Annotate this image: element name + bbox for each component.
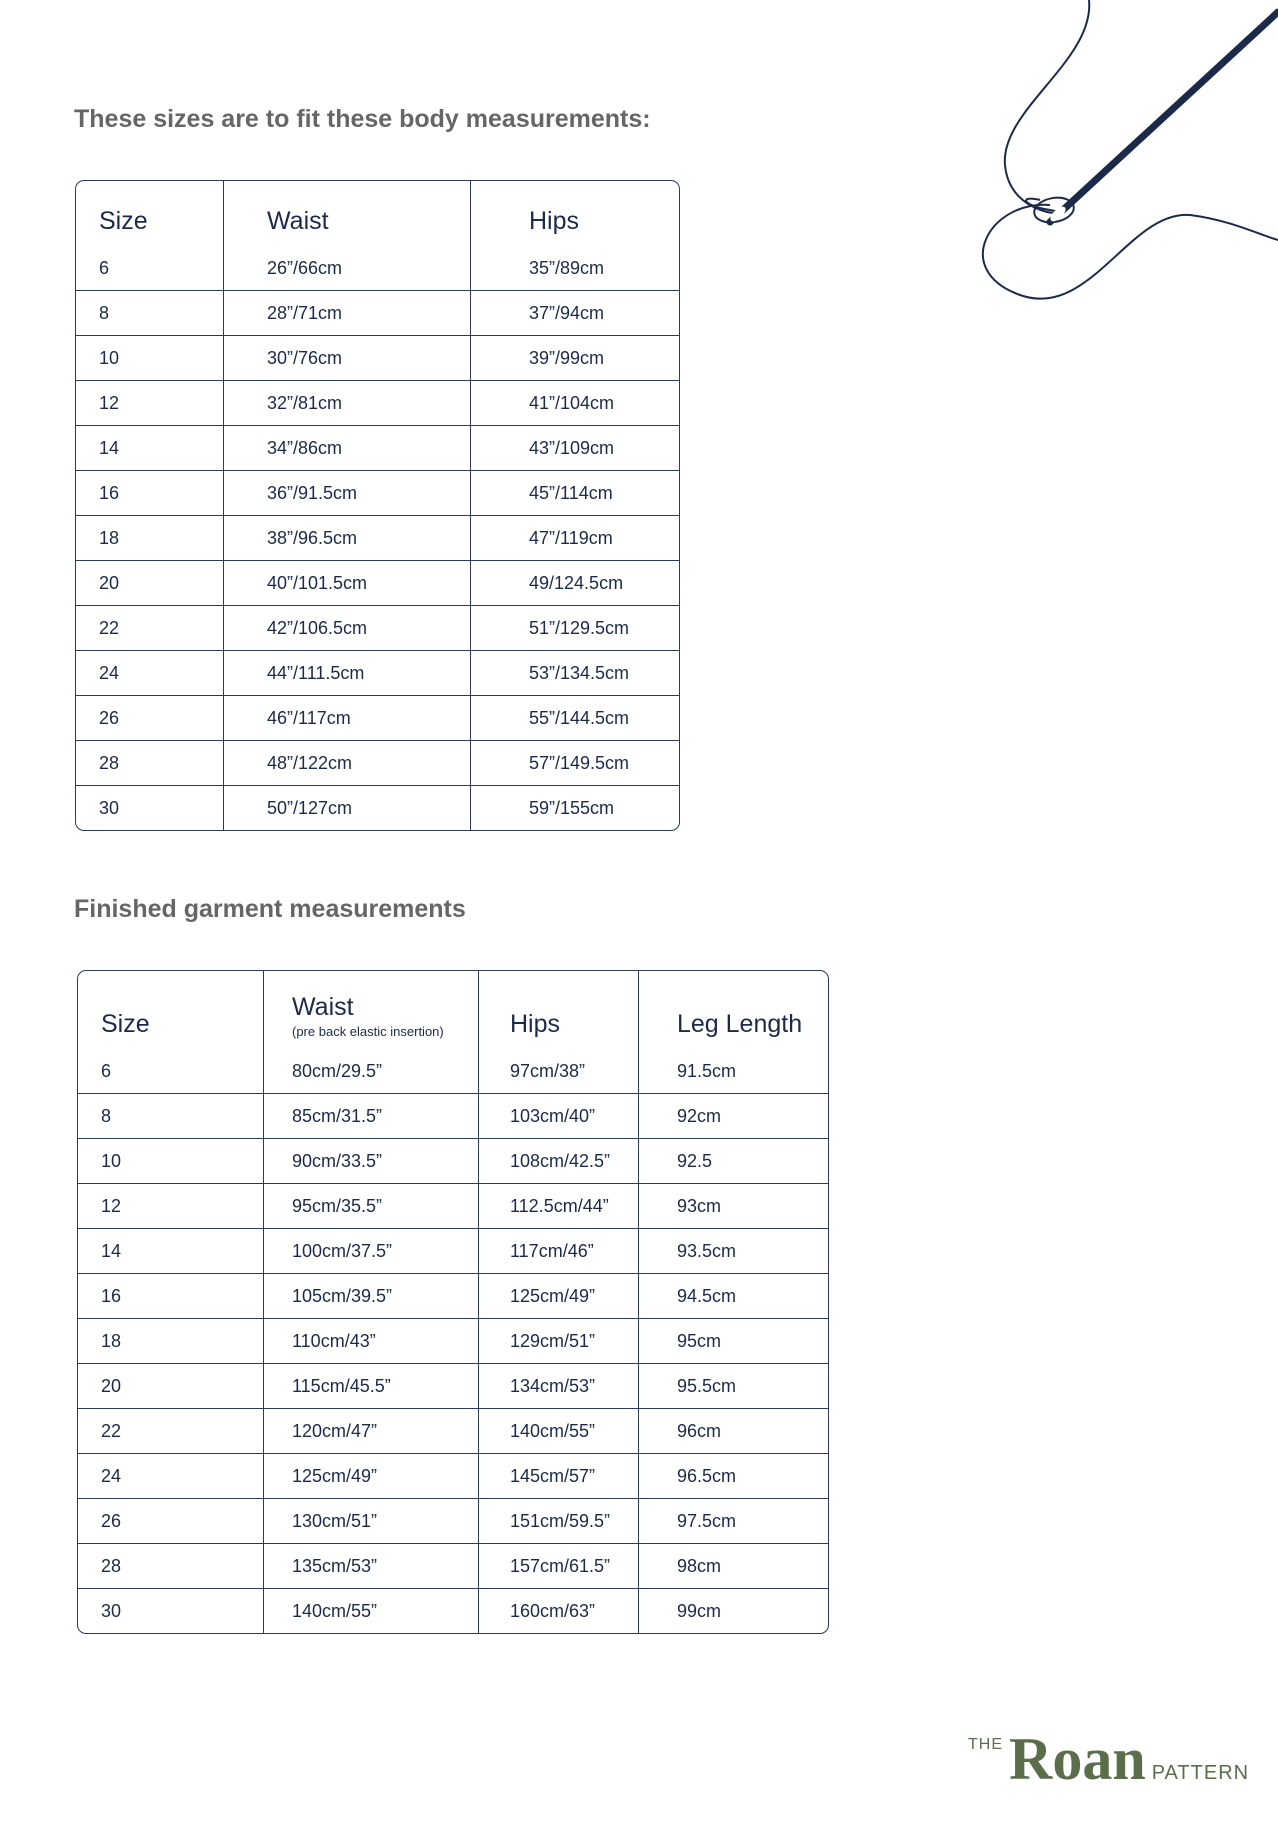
table-cell: 30 — [78, 1589, 264, 1633]
table-cell: 110cm/43” — [264, 1319, 479, 1364]
table-cell: 36”/91.5cm — [224, 471, 471, 516]
table-cell: 93.5cm — [639, 1229, 828, 1274]
table-header-row — [76, 181, 679, 246]
table-cell: 14 — [78, 1229, 264, 1274]
table-cell: 134cm/53” — [479, 1364, 639, 1409]
table-cell: 28 — [76, 741, 224, 786]
table-cell: 129cm/51” — [479, 1319, 639, 1364]
table-cell: 30”/76cm — [224, 336, 471, 381]
table-row — [78, 1364, 828, 1409]
table-cell: 8 — [76, 291, 224, 336]
table-row — [76, 696, 679, 741]
table-cell: 125cm/49” — [479, 1274, 639, 1319]
table-cell: 57”/149.5cm — [471, 741, 679, 786]
table-cell: 115cm/45.5” — [264, 1364, 479, 1409]
table-cell: 10 — [78, 1139, 264, 1184]
table-row — [78, 1094, 828, 1139]
table-row — [78, 1454, 828, 1499]
table-cell: 35”/89cm — [471, 246, 679, 291]
table-cell: 145cm/57” — [479, 1454, 639, 1499]
table-row — [76, 381, 679, 426]
table-row — [78, 1499, 828, 1544]
table-cell: 12 — [76, 381, 224, 426]
table-header-row — [78, 971, 828, 1049]
table-cell: 6 — [78, 1049, 264, 1094]
garment-measurements-title: Finished garment measurements — [74, 895, 466, 923]
table-cell: 91.5cm — [639, 1049, 828, 1094]
table-cell: 53”/134.5cm — [471, 651, 679, 696]
table-cell: 51”/129.5cm — [471, 606, 679, 651]
table-row — [76, 471, 679, 516]
table-row — [78, 1274, 828, 1319]
table-row — [78, 1049, 828, 1094]
table-row — [78, 1139, 828, 1184]
table-cell: 26”/66cm — [224, 246, 471, 291]
table-cell: 157cm/61.5” — [479, 1544, 639, 1589]
table-cell: 42”/106.5cm — [224, 606, 471, 651]
table-row — [76, 336, 679, 381]
table-cell: 95.5cm — [639, 1364, 828, 1409]
table-cell: 20 — [78, 1364, 264, 1409]
table-cell: 151cm/59.5” — [479, 1499, 639, 1544]
table-cell: 44”/111.5cm — [224, 651, 471, 696]
column-header-leg-length: Leg Length — [677, 1010, 803, 1038]
table-cell: 55”/144.5cm — [471, 696, 679, 741]
table-cell: 80cm/29.5” — [264, 1049, 479, 1094]
column-header-waist — [264, 971, 479, 1049]
column-header-hips: Hips — [479, 971, 639, 1049]
table-row — [76, 606, 679, 651]
table-cell: 20 — [76, 561, 224, 606]
table-cell: 49/124.5cm — [471, 561, 679, 606]
table-cell: 85cm/31.5” — [264, 1094, 479, 1139]
table-cell: 105cm/39.5” — [264, 1274, 479, 1319]
table-cell: 99cm — [677, 1600, 722, 1621]
table-cell: 37”/94cm — [471, 291, 679, 336]
table-cell: 8 — [78, 1094, 264, 1139]
waist-header-note: (pre back elastic insertion) — [292, 1024, 444, 1039]
table-cell: 38”/96.5cm — [224, 516, 471, 561]
table-cell: 92.5 — [639, 1139, 828, 1184]
table-cell: 22 — [76, 606, 224, 651]
table-cell: 140cm/55” — [264, 1589, 479, 1633]
table-cell: 24 — [78, 1454, 264, 1499]
table-cell: 120cm/47” — [264, 1409, 479, 1454]
table-cell: 24 — [76, 651, 224, 696]
table-cell: 130cm/51” — [264, 1499, 479, 1544]
table-cell: 30 — [76, 786, 224, 830]
table-cell: 97cm/38” — [479, 1049, 639, 1094]
table-cell: 39”/99cm — [471, 336, 679, 381]
table-cell: 10 — [76, 336, 224, 381]
table-cell: 26 — [78, 1499, 264, 1544]
waist-header-label: Waist — [292, 993, 354, 1021]
table-cell: 43”/109cm — [471, 426, 679, 471]
table-cell: 22 — [78, 1409, 264, 1454]
table-row — [76, 561, 679, 606]
table-cell: 160cm/63” — [479, 1589, 639, 1633]
table-cell: 41”/104cm — [471, 381, 679, 426]
table-cell: 96cm — [639, 1409, 828, 1454]
needle-and-thread-icon — [980, 0, 1278, 300]
table-cell: 6 — [76, 246, 224, 291]
table-cell: 48”/122cm — [224, 741, 471, 786]
table-cell: 28”/71cm — [224, 291, 471, 336]
table-cell: 95cm — [639, 1319, 828, 1364]
table-cell: 94.5cm — [639, 1274, 828, 1319]
table-cell: 16 — [76, 471, 224, 516]
table-cell: 90cm/33.5” — [264, 1139, 479, 1184]
table-cell: 135cm/53” — [264, 1544, 479, 1589]
table-cell: 92cm — [639, 1094, 828, 1139]
table-cell: 18 — [78, 1319, 264, 1364]
table-cell: 46”/117cm — [224, 696, 471, 741]
table-cell: 108cm/42.5” — [479, 1139, 639, 1184]
table-cell: 50”/127cm — [224, 786, 471, 830]
table-cell: 140cm/55” — [479, 1409, 639, 1454]
table-cell: 32”/81cm — [224, 381, 471, 426]
table-cell: 117cm/46” — [479, 1229, 639, 1274]
logo-the: THE — [968, 1736, 1003, 1753]
table-cell: 34”/86cm — [224, 426, 471, 471]
table-cell: 100cm/37.5” — [264, 1229, 479, 1274]
table-row — [78, 1319, 828, 1364]
garment-measurements-table — [77, 970, 829, 1634]
column-header-waist: Waist — [224, 181, 471, 246]
table-row — [76, 426, 679, 471]
table-cell: 14 — [76, 426, 224, 471]
column-header-size: Size — [76, 181, 224, 246]
table-cell: 93cm — [639, 1184, 828, 1229]
body-measurements-title: These sizes are to fit these body measurements: — [74, 105, 651, 133]
table-cell: 95cm/35.5” — [264, 1184, 479, 1229]
column-header-size: Size — [78, 971, 264, 1049]
table-cell: 40”/101.5cm — [224, 561, 471, 606]
table-row — [78, 1409, 828, 1454]
table-cell: 103cm/40” — [479, 1094, 639, 1139]
table-row — [78, 1229, 828, 1274]
logo-suffix: PATTERN — [1151, 1762, 1250, 1784]
table-cell: 47”/119cm — [471, 516, 679, 561]
column-header-hips: Hips — [529, 207, 580, 235]
table-row — [76, 246, 679, 291]
table-cell: 97.5cm — [639, 1499, 828, 1544]
table-row — [76, 516, 679, 561]
table-row — [78, 1544, 828, 1589]
table-cell: 26 — [76, 696, 224, 741]
table-row — [76, 786, 679, 830]
roan-pattern-logo — [968, 1725, 1249, 1794]
logo-name: Roan — [1009, 1726, 1146, 1792]
table-cell: 28 — [78, 1544, 264, 1589]
table-cell: 45”/114cm — [471, 471, 679, 516]
table-cell: 96.5cm — [639, 1454, 828, 1499]
body-measurements-table — [75, 180, 680, 831]
table-cell: 16 — [78, 1274, 264, 1319]
table-cell: 18 — [76, 516, 224, 561]
table-cell: 59”/155cm — [529, 797, 615, 818]
table-row — [76, 651, 679, 696]
table-cell: 98cm — [639, 1544, 828, 1589]
table-row — [76, 741, 679, 786]
table-cell: 12 — [78, 1184, 264, 1229]
table-cell: 125cm/49” — [264, 1454, 479, 1499]
table-row — [78, 1589, 828, 1633]
table-row — [76, 291, 679, 336]
table-row — [78, 1184, 828, 1229]
table-cell: 112.5cm/44” — [479, 1184, 639, 1229]
